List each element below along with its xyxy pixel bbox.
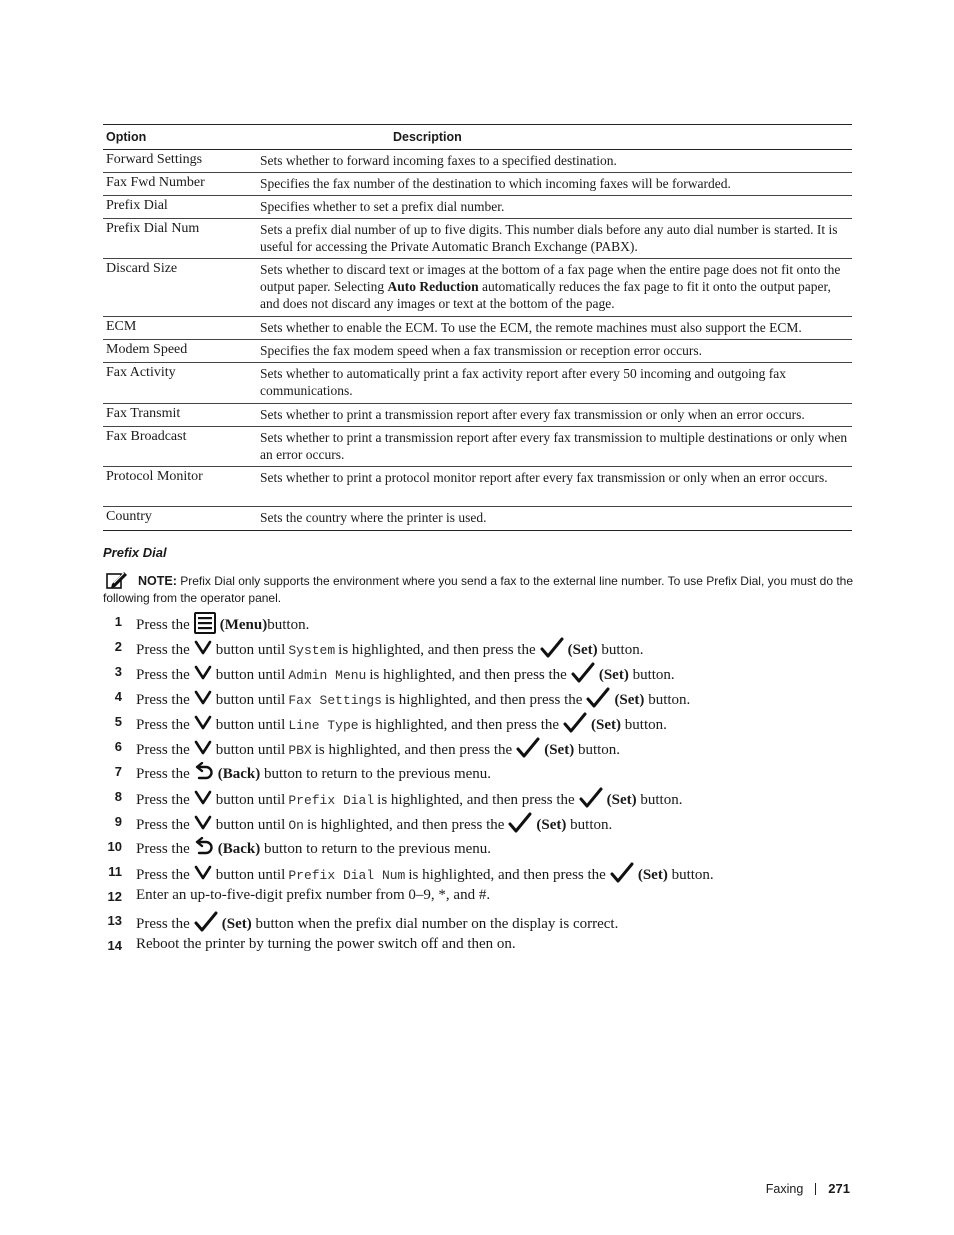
button-name: (Set)	[598, 667, 629, 683]
step-text: button to return to the previous menu.	[264, 841, 492, 857]
step-number: 1	[114, 614, 122, 629]
description-cell: Sets whether to print a transmission report after every fax transmission or only when an error occurs.	[260, 407, 805, 422]
step-text: button until	[215, 742, 286, 758]
step-number: 2	[114, 639, 122, 654]
option-cell: Protocol Monitor	[106, 469, 203, 484]
option-cell: Prefix Dial	[106, 198, 168, 213]
footer-section: Faxing	[765, 1181, 804, 1196]
description-cell: Sets whether to forward incoming faxes to a specified destination.	[260, 153, 617, 168]
step-text: is highlighted, and then press the	[369, 667, 567, 683]
page-number: 271	[828, 1181, 850, 1196]
table-row	[103, 427, 852, 467]
step-text: Press the	[136, 642, 190, 658]
step-text: button.	[624, 717, 667, 733]
option-cell: Fax Broadcast	[106, 429, 187, 444]
description-cell: Sets whether to automatically print a fax activity report after every 50 incoming and outgoing fax communications.	[260, 366, 786, 398]
step-text: button until	[215, 717, 286, 733]
checkmark-set-icon	[610, 862, 634, 889]
table-row	[103, 150, 852, 173]
checkmark-set-icon	[586, 687, 610, 714]
button-name: (Back)	[217, 766, 261, 782]
menu-value: Line Type	[288, 718, 359, 733]
button-name: (Set)	[637, 867, 668, 883]
table-row	[103, 173, 852, 196]
step-text: button.	[570, 817, 613, 833]
back-arrow-icon	[194, 837, 214, 862]
checkmark-set-icon	[571, 662, 595, 689]
checkmark-set-icon	[540, 637, 564, 664]
step-text: button until	[215, 792, 286, 808]
step-text: Press the	[136, 692, 190, 708]
step-text: Press the	[136, 742, 190, 758]
note-label: NOTE:	[138, 574, 177, 588]
step-text: Press the	[136, 817, 190, 833]
option-cell: Discard Size	[106, 261, 178, 276]
step-text: button until	[215, 692, 286, 708]
table-row	[103, 219, 852, 259]
button-name: (Set)	[606, 792, 637, 808]
description-text: automatically reduces the fax page to fit it onto the output paper, and does not discard any images or text at the bottom of the page.	[260, 279, 831, 311]
step-text: button until	[215, 642, 286, 658]
table-row	[103, 196, 852, 219]
menu-icon	[194, 612, 216, 639]
button-name: (Set)	[614, 692, 645, 708]
step-number: 14	[107, 938, 122, 953]
option-cell: Fax Activity	[106, 365, 176, 380]
button-name: (Menu)	[219, 617, 268, 633]
table-row	[103, 317, 852, 340]
option-cell: Forward Settings	[106, 152, 203, 167]
step-text: button.	[267, 617, 310, 633]
step-number: 3	[114, 664, 122, 679]
note-text	[103, 573, 855, 607]
button-name: (Set)	[536, 817, 567, 833]
menu-value: Fax Settings	[288, 693, 382, 708]
step-text: button.	[671, 867, 714, 883]
step-number: 12	[107, 889, 122, 904]
step-text: button.	[577, 742, 621, 758]
footer-divider	[815, 1183, 816, 1195]
description-cell: Specifies whether to set a prefix dial number.	[260, 199, 505, 214]
step-text: Enter an up-to-five-digit prefix number from 0–9, *, and #.	[136, 887, 491, 903]
description-cell: Sets the country where the printer is used.	[260, 510, 487, 525]
step-text: Press the	[136, 916, 190, 932]
auto-reduction-term: Auto Reduction	[387, 279, 479, 294]
step-number: 8	[114, 789, 122, 804]
step-text: button.	[648, 692, 691, 708]
step-text: is highlighted, and then press the	[361, 717, 560, 733]
description-cell	[258, 259, 852, 316]
down-arrow-icon	[194, 815, 212, 836]
step-text: is highlighted, and then press the	[338, 642, 536, 658]
menu-value: Admin Menu	[288, 668, 367, 683]
step-text: is highlighted, and then press the	[408, 867, 606, 883]
description-cell: Sets a prefix dial number of up to five digits. This number dials before any auto dial number is started. It is useful for accessing the Private Automatic Branch Exchange (PABX).	[260, 222, 838, 254]
step-text: Press the	[136, 766, 190, 782]
checkmark-set-icon	[579, 787, 603, 814]
option-cell: Country	[106, 509, 152, 524]
description-cell: Sets whether to print a protocol monitor report after every fax transmission or only when an error occurs.	[260, 470, 828, 485]
step-text: button.	[640, 792, 683, 808]
menu-value: Prefix Dial	[288, 793, 375, 808]
step-number: 5	[114, 714, 122, 729]
table-row	[103, 467, 852, 507]
option-cell: Modem Speed	[106, 342, 188, 357]
step-number: 7	[114, 764, 122, 779]
menu-value: Prefix Dial Num	[288, 868, 406, 883]
option-cell: Fax Transmit	[106, 406, 181, 421]
section-title: Prefix Dial	[103, 545, 167, 560]
checkmark-set-icon	[563, 712, 587, 739]
checkmark-set-icon	[194, 911, 218, 938]
table-row	[103, 507, 852, 531]
table-row	[103, 259, 852, 317]
description-text: Sets whether to discard text or images at the bottom of a fax page when the entire page does not fit onto the output paper. Selecting	[260, 262, 841, 294]
description-cell: Sets whether to enable the ECM. To use the ECM, the remote machines must also support the ECM.	[260, 320, 802, 335]
back-arrow-icon	[194, 762, 214, 787]
down-arrow-icon	[194, 740, 212, 761]
menu-value: PBX	[288, 743, 312, 758]
menu-value: System	[288, 643, 336, 658]
step-text: Press the	[136, 867, 190, 883]
step-text: is highlighted, and then press the	[314, 742, 513, 758]
down-arrow-icon	[194, 690, 212, 711]
step-number: 13	[107, 913, 122, 928]
step-text: button until	[215, 867, 286, 883]
option-cell: ECM	[106, 319, 137, 334]
button-name: (Back)	[217, 841, 261, 857]
options-table	[103, 124, 852, 531]
step-number: 6	[114, 739, 122, 754]
step-text: button.	[632, 667, 675, 683]
checkmark-set-icon	[516, 737, 540, 764]
button-name: (Set)	[221, 916, 252, 932]
step-text: button until	[215, 817, 286, 833]
down-arrow-icon	[194, 665, 212, 686]
option-cell: Prefix Dial Num	[106, 221, 200, 236]
down-arrow-icon	[194, 640, 212, 661]
step-text: button.	[601, 642, 644, 658]
step-text: Press the	[136, 717, 190, 733]
button-name: (Set)	[544, 742, 575, 758]
step-text: Press the	[136, 667, 190, 683]
step-text: Press the	[136, 617, 190, 633]
description-cell: Sets whether to print a transmission report after every fax transmission to multiple destinations or only when an error occurs.	[260, 430, 848, 462]
down-arrow-icon	[194, 790, 212, 811]
step-text: button until	[215, 667, 286, 683]
step-text: is highlighted, and then press the	[377, 792, 575, 808]
step-number: 10	[107, 839, 122, 854]
step-text: Press the	[136, 792, 190, 808]
description-cell: Specifies the fax modem speed when a fax transmission or reception error occurs.	[260, 343, 702, 358]
step-text: Reboot the printer by turning the power switch off and then on.	[136, 936, 516, 952]
table-row	[103, 404, 852, 427]
down-arrow-icon	[194, 715, 212, 736]
step-number: 9	[114, 814, 122, 829]
note-body: Prefix Dial only supports the environment where you send a fax to the external line number. To use Prefix Dial, you must do the following from the operator panel.	[103, 574, 854, 605]
step-text: button when the prefix dial number on the display is correct.	[255, 916, 619, 932]
step-text: Press the	[136, 841, 190, 857]
step-text: button to return to the previous menu.	[264, 766, 492, 782]
table-row	[103, 363, 852, 404]
menu-value: On	[288, 818, 304, 833]
step-number: 4	[114, 689, 122, 704]
option-cell: Fax Fwd Number	[106, 175, 205, 190]
header-description: Description	[393, 130, 462, 144]
checkmark-set-icon	[508, 812, 532, 839]
button-name: (Set)	[591, 717, 622, 733]
header-option: Option	[106, 130, 147, 144]
step-text: is highlighted, and then press the	[384, 692, 583, 708]
page-footer	[766, 1181, 850, 1196]
button-name: (Set)	[567, 642, 598, 658]
table-row	[103, 340, 852, 363]
step-number: 11	[108, 864, 122, 879]
down-arrow-icon	[194, 865, 212, 886]
description-cell: Specifies the fax number of the destination to which incoming faxes will be forwarded.	[260, 176, 731, 191]
table-header	[103, 125, 852, 150]
step-text: is highlighted, and then press the	[306, 817, 505, 833]
